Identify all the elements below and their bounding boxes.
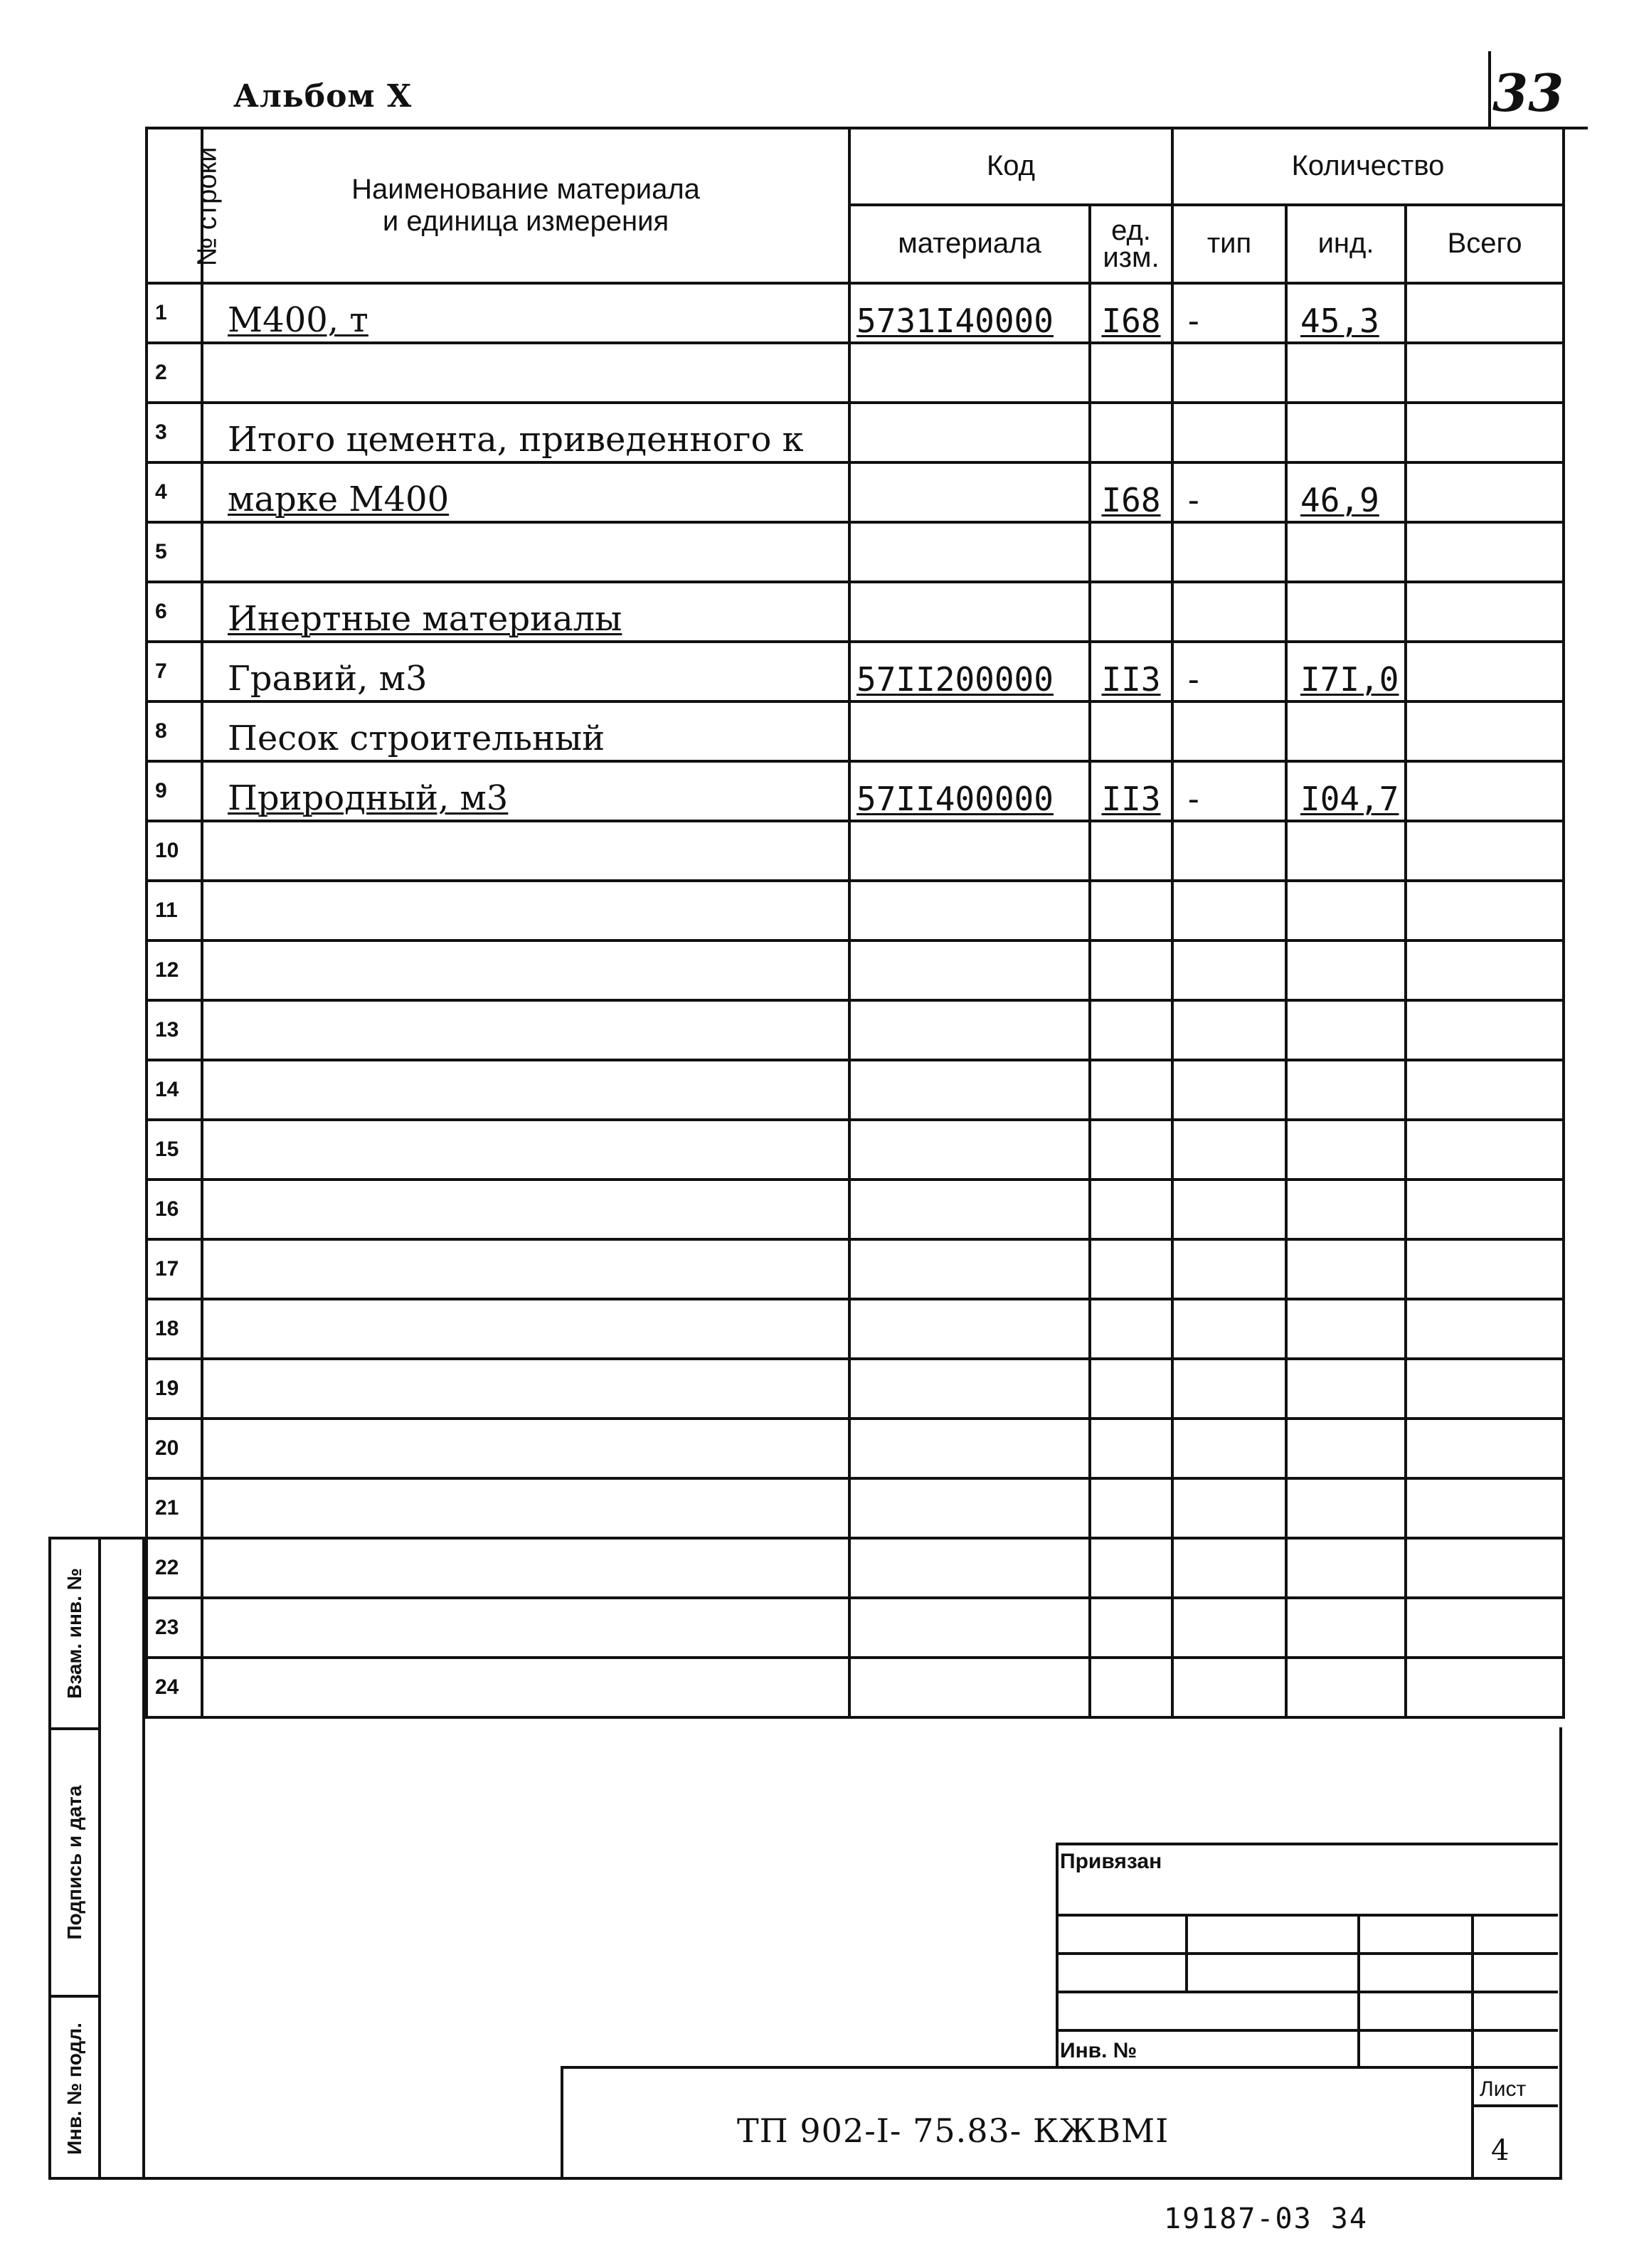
album-title: Альбом X bbox=[233, 78, 413, 115]
unit-code bbox=[1090, 1658, 1172, 1717]
material-name bbox=[202, 1598, 849, 1658]
material-name bbox=[202, 1180, 849, 1239]
header-unit: ед. изм. bbox=[1090, 205, 1172, 283]
table-row bbox=[147, 761, 1564, 821]
margin-inv-replace: Взам. инв. № bbox=[51, 1540, 98, 1730]
material-name bbox=[202, 522, 849, 582]
row-number: 18 bbox=[147, 1299, 202, 1359]
qty-type bbox=[1172, 1180, 1286, 1239]
material-name bbox=[202, 881, 849, 940]
qty-ind bbox=[1286, 522, 1406, 582]
materials-table bbox=[145, 127, 1565, 1719]
qty-ind bbox=[1286, 403, 1406, 462]
unit-code bbox=[1090, 1419, 1172, 1478]
unit-code bbox=[1090, 701, 1172, 761]
qty-total bbox=[1406, 1239, 1564, 1299]
unit-code bbox=[1090, 1000, 1172, 1060]
qty-total bbox=[1406, 642, 1564, 701]
header-quantity-group: Количество bbox=[1172, 128, 1564, 205]
material-name: марке М400 bbox=[202, 462, 849, 522]
qty-type bbox=[1172, 343, 1286, 403]
material-name: М400, т bbox=[202, 283, 849, 343]
row-number: 19 bbox=[147, 1359, 202, 1419]
qty-type bbox=[1172, 881, 1286, 940]
qty-type: - bbox=[1172, 462, 1286, 522]
qty-ind bbox=[1286, 1000, 1406, 1060]
qty-total bbox=[1406, 1180, 1564, 1239]
unit-code bbox=[1090, 1478, 1172, 1538]
material-code bbox=[849, 403, 1090, 462]
qty-type bbox=[1172, 940, 1286, 1000]
row-number: 5 bbox=[147, 522, 202, 582]
unit-code bbox=[1090, 1538, 1172, 1598]
qty-total bbox=[1406, 1538, 1564, 1598]
material-code bbox=[849, 701, 1090, 761]
table-row bbox=[147, 1000, 1564, 1060]
qty-type bbox=[1172, 1478, 1286, 1538]
qty-ind bbox=[1286, 1359, 1406, 1419]
row-number: 24 bbox=[147, 1658, 202, 1717]
table-row bbox=[147, 701, 1564, 761]
table-row bbox=[147, 1598, 1564, 1658]
material-name: Природный, м3 bbox=[202, 761, 849, 821]
row-number: 11 bbox=[147, 881, 202, 940]
qty-type: - bbox=[1172, 761, 1286, 821]
qty-type: - bbox=[1172, 642, 1286, 701]
row-number: 9 bbox=[147, 761, 202, 821]
table-row bbox=[147, 881, 1564, 940]
left-margin-stamp bbox=[48, 1537, 145, 2180]
table-row bbox=[147, 1060, 1564, 1120]
qty-total bbox=[1406, 582, 1564, 642]
table-row bbox=[147, 1299, 1564, 1359]
qty-type bbox=[1172, 1419, 1286, 1478]
row-number: 15 bbox=[147, 1120, 202, 1180]
qty-ind bbox=[1286, 821, 1406, 881]
row-number: 3 bbox=[147, 403, 202, 462]
material-name bbox=[202, 821, 849, 881]
unit-code bbox=[1090, 940, 1172, 1000]
material-name bbox=[202, 940, 849, 1000]
qty-total bbox=[1406, 1419, 1564, 1478]
row-number: 8 bbox=[147, 701, 202, 761]
row-number: 22 bbox=[147, 1538, 202, 1598]
unit-code: II3 bbox=[1090, 761, 1172, 821]
qty-type bbox=[1172, 1658, 1286, 1717]
qty-ind bbox=[1286, 343, 1406, 403]
row-number: 6 bbox=[147, 582, 202, 642]
material-name bbox=[202, 1060, 849, 1120]
qty-total bbox=[1406, 1120, 1564, 1180]
qty-ind: I7I,0 bbox=[1286, 642, 1406, 701]
document-code: ТП 902-I- 75.83- КЖВМI bbox=[737, 2111, 1169, 2150]
qty-type bbox=[1172, 1239, 1286, 1299]
qty-type bbox=[1172, 1000, 1286, 1060]
material-code bbox=[849, 821, 1090, 881]
qty-total bbox=[1406, 343, 1564, 403]
qty-type bbox=[1172, 1120, 1286, 1180]
material-code bbox=[849, 881, 1090, 940]
qty-ind bbox=[1286, 582, 1406, 642]
row-number: 14 bbox=[147, 1060, 202, 1120]
qty-type bbox=[1172, 821, 1286, 881]
footer-note: 19187-03 34 bbox=[1164, 2203, 1368, 2235]
qty-ind bbox=[1286, 940, 1406, 1000]
qty-total bbox=[1406, 283, 1564, 343]
material-code bbox=[849, 1359, 1090, 1419]
attached-label: Привязан bbox=[1060, 1850, 1162, 1873]
table-row bbox=[147, 1239, 1564, 1299]
table-row bbox=[147, 522, 1564, 582]
qty-total bbox=[1406, 1299, 1564, 1359]
qty-ind bbox=[1286, 1658, 1406, 1717]
material-code bbox=[849, 1180, 1090, 1239]
material-code bbox=[849, 1478, 1090, 1538]
table-row bbox=[147, 821, 1564, 881]
qty-total bbox=[1406, 761, 1564, 821]
material-name: Инертные материалы bbox=[202, 582, 849, 642]
qty-total bbox=[1406, 403, 1564, 462]
qty-ind bbox=[1286, 1180, 1406, 1239]
qty-total bbox=[1406, 940, 1564, 1000]
unit-code bbox=[1090, 1060, 1172, 1120]
unit-code bbox=[1090, 343, 1172, 403]
material-code bbox=[849, 1239, 1090, 1299]
qty-total bbox=[1406, 1598, 1564, 1658]
row-number: 16 bbox=[147, 1180, 202, 1239]
material-code bbox=[849, 1299, 1090, 1359]
unit-code bbox=[1090, 582, 1172, 642]
table-row bbox=[147, 343, 1564, 403]
header-ind: инд. bbox=[1286, 205, 1406, 283]
material-code bbox=[849, 343, 1090, 403]
qty-total bbox=[1406, 701, 1564, 761]
qty-type bbox=[1172, 582, 1286, 642]
table-row bbox=[147, 1120, 1564, 1180]
material-code bbox=[849, 1120, 1090, 1180]
material-code bbox=[849, 940, 1090, 1000]
table-row bbox=[147, 582, 1564, 642]
page-number: 33 bbox=[1492, 63, 1564, 123]
table-row bbox=[147, 1359, 1564, 1419]
table-row bbox=[147, 1478, 1564, 1538]
table-row bbox=[147, 1538, 1564, 1598]
row-number: 20 bbox=[147, 1419, 202, 1478]
qty-total bbox=[1406, 1359, 1564, 1419]
qty-type bbox=[1172, 522, 1286, 582]
material-name bbox=[202, 1000, 849, 1060]
row-number: 12 bbox=[147, 940, 202, 1000]
qty-ind: 46,9 bbox=[1286, 462, 1406, 522]
material-name: Песок строительный bbox=[202, 701, 849, 761]
qty-type bbox=[1172, 1299, 1286, 1359]
material-code bbox=[849, 1000, 1090, 1060]
table-row bbox=[147, 1419, 1564, 1478]
material-name bbox=[202, 1658, 849, 1717]
table-row bbox=[147, 1180, 1564, 1239]
unit-code bbox=[1090, 403, 1172, 462]
unit-code bbox=[1090, 1120, 1172, 1180]
unit-code bbox=[1090, 522, 1172, 582]
material-name bbox=[202, 1299, 849, 1359]
material-code bbox=[849, 1419, 1090, 1478]
unit-code: I68 bbox=[1090, 283, 1172, 343]
header-row-number: № строки bbox=[147, 128, 202, 283]
material-code bbox=[849, 1658, 1090, 1717]
header-material-code: материала bbox=[849, 205, 1090, 283]
qty-ind bbox=[1286, 701, 1406, 761]
unit-code bbox=[1090, 1299, 1172, 1359]
margin-signature-date: Подпись и дата bbox=[51, 1730, 98, 1998]
qty-total bbox=[1406, 821, 1564, 881]
qty-total bbox=[1406, 1478, 1564, 1538]
material-code bbox=[849, 1598, 1090, 1658]
qty-type bbox=[1172, 701, 1286, 761]
qty-total bbox=[1406, 881, 1564, 940]
qty-ind bbox=[1286, 1478, 1406, 1538]
qty-total bbox=[1406, 462, 1564, 522]
row-number: 10 bbox=[147, 821, 202, 881]
qty-ind bbox=[1286, 1239, 1406, 1299]
qty-total bbox=[1406, 1000, 1564, 1060]
unit-code: I68 bbox=[1090, 462, 1172, 522]
qty-ind bbox=[1286, 1538, 1406, 1598]
material-code bbox=[849, 1060, 1090, 1120]
material-code bbox=[849, 522, 1090, 582]
header-material-name: Наименование материала и единица измерения bbox=[202, 128, 849, 283]
page-number-frame bbox=[1488, 51, 1491, 129]
qty-type bbox=[1172, 1598, 1286, 1658]
row-number: 2 bbox=[147, 343, 202, 403]
material-name bbox=[202, 1538, 849, 1598]
sheet-label: Лист bbox=[1480, 2077, 1527, 2101]
header-code-group: Код bbox=[849, 128, 1172, 205]
qty-ind bbox=[1286, 881, 1406, 940]
row-number: 13 bbox=[147, 1000, 202, 1060]
qty-type bbox=[1172, 1538, 1286, 1598]
qty-ind bbox=[1286, 1060, 1406, 1120]
material-code: 57II400000 bbox=[849, 761, 1090, 821]
qty-ind: 45,3 bbox=[1286, 283, 1406, 343]
qty-type bbox=[1172, 1359, 1286, 1419]
material-name bbox=[202, 1478, 849, 1538]
qty-ind bbox=[1286, 1419, 1406, 1478]
qty-type: - bbox=[1172, 283, 1286, 343]
unit-code bbox=[1090, 881, 1172, 940]
qty-type bbox=[1172, 403, 1286, 462]
qty-total bbox=[1406, 1658, 1564, 1717]
table-row bbox=[147, 1658, 1564, 1717]
unit-code bbox=[1090, 1359, 1172, 1419]
material-name bbox=[202, 1239, 849, 1299]
unit-code bbox=[1090, 1239, 1172, 1299]
material-name bbox=[202, 1359, 849, 1419]
unit-code: II3 bbox=[1090, 642, 1172, 701]
header-type: тип bbox=[1172, 205, 1286, 283]
qty-type bbox=[1172, 1060, 1286, 1120]
material-code bbox=[849, 1538, 1090, 1598]
qty-ind bbox=[1286, 1598, 1406, 1658]
row-number: 7 bbox=[147, 642, 202, 701]
qty-ind: I04,7 bbox=[1286, 761, 1406, 821]
material-code bbox=[849, 582, 1090, 642]
row-number: 4 bbox=[147, 462, 202, 522]
table-row bbox=[147, 283, 1564, 343]
qty-ind bbox=[1286, 1120, 1406, 1180]
material-name: Гравий, м3 bbox=[202, 642, 849, 701]
unit-code bbox=[1090, 821, 1172, 881]
material-code bbox=[849, 462, 1090, 522]
material-name: Итого цемента, приведенного к bbox=[202, 403, 849, 462]
qty-total bbox=[1406, 1060, 1564, 1120]
row-number: 1 bbox=[147, 283, 202, 343]
table-row bbox=[147, 462, 1564, 522]
table-row bbox=[147, 403, 1564, 462]
sheet-number: 4 bbox=[1491, 2134, 1510, 2167]
material-name bbox=[202, 1419, 849, 1478]
unit-code bbox=[1090, 1180, 1172, 1239]
table-row bbox=[147, 642, 1564, 701]
margin-inv-original: Инв. № подл. bbox=[63, 2023, 85, 2155]
qty-total bbox=[1406, 522, 1564, 582]
header-total: Всего bbox=[1406, 205, 1564, 283]
material-code: 5731I40000 bbox=[849, 283, 1090, 343]
row-number: 17 bbox=[147, 1239, 202, 1299]
inv-number-label: Инв. № bbox=[1060, 2039, 1137, 2062]
unit-code bbox=[1090, 1598, 1172, 1658]
table-row bbox=[147, 940, 1564, 1000]
row-number: 21 bbox=[147, 1478, 202, 1538]
row-number: 23 bbox=[147, 1598, 202, 1658]
material-name bbox=[202, 343, 849, 403]
qty-ind bbox=[1286, 1299, 1406, 1359]
material-name bbox=[202, 1120, 849, 1180]
material-code: 57II200000 bbox=[849, 642, 1090, 701]
